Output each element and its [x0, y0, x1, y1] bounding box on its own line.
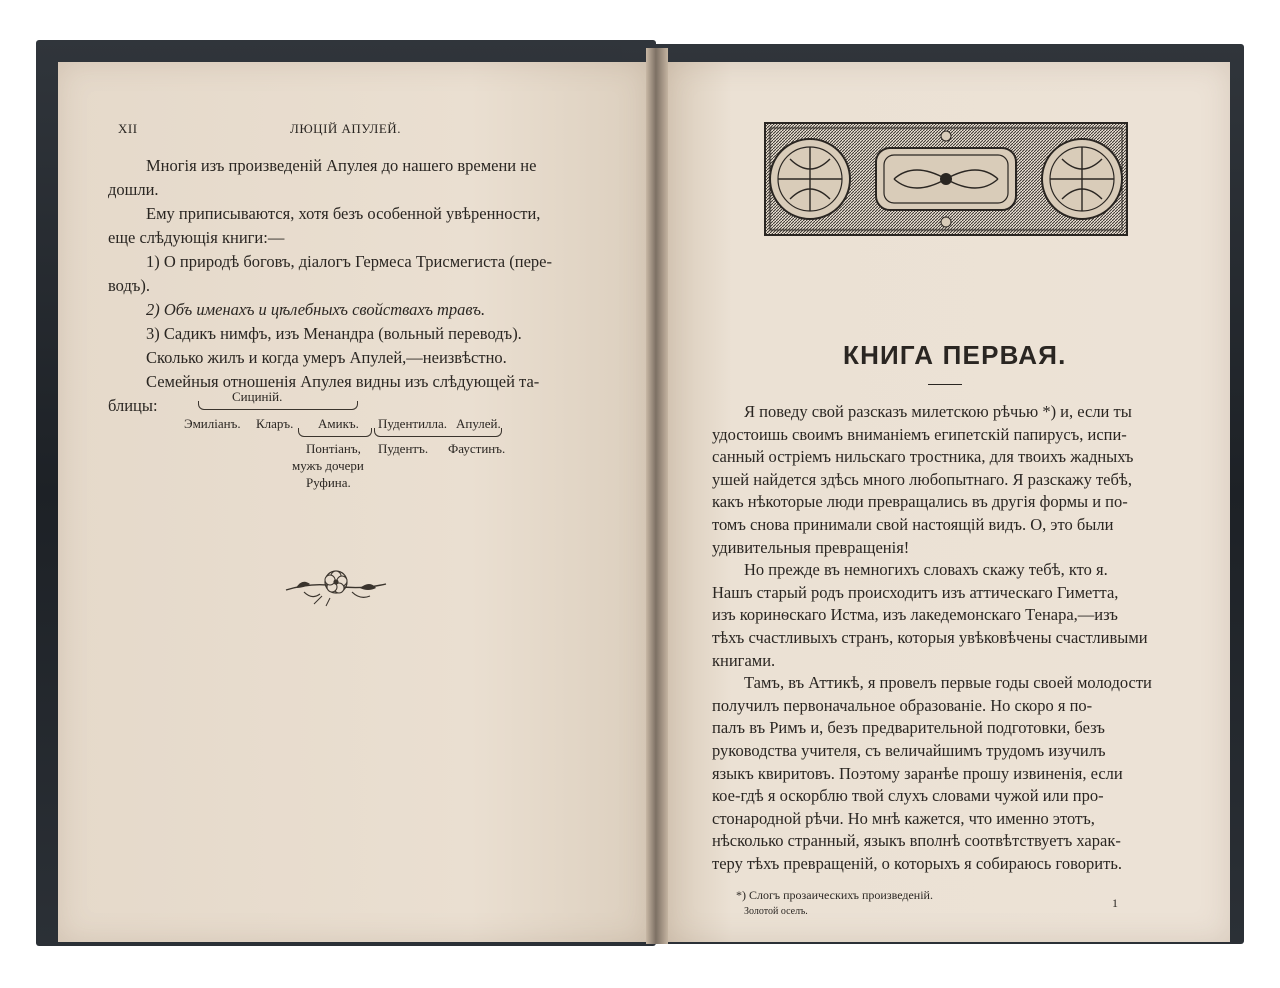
signature-mark: Золотой оселъ.	[744, 906, 808, 917]
text-line: 2) Объ именахъ и цѣлебныхъ свойствахъ травъ.	[146, 300, 486, 319]
text-line: санный остріемъ нильскаго тростника, для твоихъ жадныхъ	[712, 447, 1134, 467]
text-line: удостоишь своимъ вниманіемъ египетскій папирусъ, испи-	[712, 424, 1127, 444]
tree-node: Кларъ.	[256, 416, 294, 431]
tree-root: Сициній.	[232, 389, 283, 404]
tree-brace	[374, 428, 502, 437]
text-line: теру тѣхъ превращеній, о которыхъ я собираюсь говорить.	[712, 854, 1122, 873]
text-line: какъ нѣкоторые люди превращались въ другія формы и по-	[712, 492, 1128, 512]
text-line: книгами.	[712, 650, 776, 670]
book-gutter	[646, 48, 668, 944]
title-rule	[928, 384, 962, 385]
text-line: 1) О природѣ боговъ, діалогъ Гермеса Трисмегиста (пере-	[146, 252, 552, 271]
text-line: Ему приписываются, хотя безъ особенной увѣренности,	[146, 204, 541, 223]
text-line: Я поведу свой разсказъ милетскою рѣчью *) и, если ты	[744, 402, 1132, 421]
text-line: удивительныя превращенія!	[712, 537, 910, 557]
text-line: кое-гдѣ я оскорблю твой слухъ словами чужой или про-	[712, 786, 1104, 806]
text-line: стонародной рѣчи. Но мнѣ кажется, что именно этотъ,	[712, 808, 1095, 828]
footnote: *) Слогъ прозаическихъ произведеній.	[736, 888, 933, 902]
text-line: получилъ первоначальное образованіе. Но скоро я по-	[712, 695, 1093, 715]
text-line: дошли.	[108, 180, 159, 199]
text-line: Сколько жилъ и когда умеръ Апулей,—неизвѣстно.	[146, 348, 507, 367]
tree-node: Понтіанъ,	[306, 441, 361, 456]
text-line: Семейныя отношенія Апулея видны изъ слѣдующей та-	[146, 372, 540, 391]
tree-node: Руфина.	[306, 475, 351, 490]
text-line: Тамъ, въ Аттикѣ, я провелъ первые годы своей молодости	[744, 673, 1152, 693]
text-line: руководства учителя, съ величайшимъ трудомъ изучилъ	[712, 741, 1106, 760]
tree-node: Амикъ.	[318, 416, 359, 431]
running-title: ЛЮЦІЙ АПУЛЕЙ.	[290, 121, 401, 136]
tree-node: Пудентъ.	[378, 441, 429, 456]
text-line: изъ коринѳскаго Истма, изъ лакедемонскаго Тенара,—изъ	[712, 605, 1118, 625]
text-line: водъ).	[108, 276, 150, 295]
page-number-right: 1	[1112, 896, 1118, 910]
tree-node: Фаустинъ.	[448, 441, 506, 456]
text-line: Многія изъ произведеній Апулея до нашего времени не	[146, 156, 537, 175]
text-line: палъ въ Римъ и, безъ предварительной подготовки, безъ	[712, 718, 1105, 738]
text-line: Но прежде въ немногихъ словахъ скажу тебѣ, кто я.	[744, 560, 1108, 580]
headpiece-ornament-icon	[764, 122, 1128, 236]
tree-brace	[298, 428, 372, 437]
tree-node: Апулей.	[456, 416, 501, 431]
text-line: тѣхъ счастливыхъ странъ, которыя увѣковѣчены счастливыми	[712, 628, 1148, 647]
text-line: 3) Садикъ нимфъ, изъ Менандра (вольный переводъ).	[146, 324, 522, 343]
text-line: томъ снова принимали свой настоящій видъ. О, это были	[712, 515, 1114, 534]
tree-brace	[198, 401, 358, 410]
tree-node: мужъ дочери	[292, 458, 364, 473]
page-number-left: XII	[118, 121, 138, 136]
text-line: ушей найдется здѣсь много любопытнаго. Я разскажу тебѣ,	[712, 469, 1132, 489]
text-line: Нашъ старый родъ происходитъ изъ аттическаго Гиметта,	[712, 582, 1119, 602]
tree-node: Пудентилла.	[378, 416, 448, 431]
book-title: КНИГА ПЕРВАЯ.	[843, 340, 1067, 370]
text-line: еще слѣдующія книги:—	[108, 228, 285, 247]
flower-ornament-icon	[282, 560, 390, 608]
text-line: нѣсколько странный, языкъ вполнѣ соотвѣтствуетъ харак-	[712, 831, 1121, 851]
text-line: языкъ квиритовъ. Поэтому заранѣе прошу извиненія, если	[712, 763, 1123, 783]
tree-node: Эмиліанъ.	[184, 416, 241, 431]
text-line: блицы:	[108, 396, 158, 415]
